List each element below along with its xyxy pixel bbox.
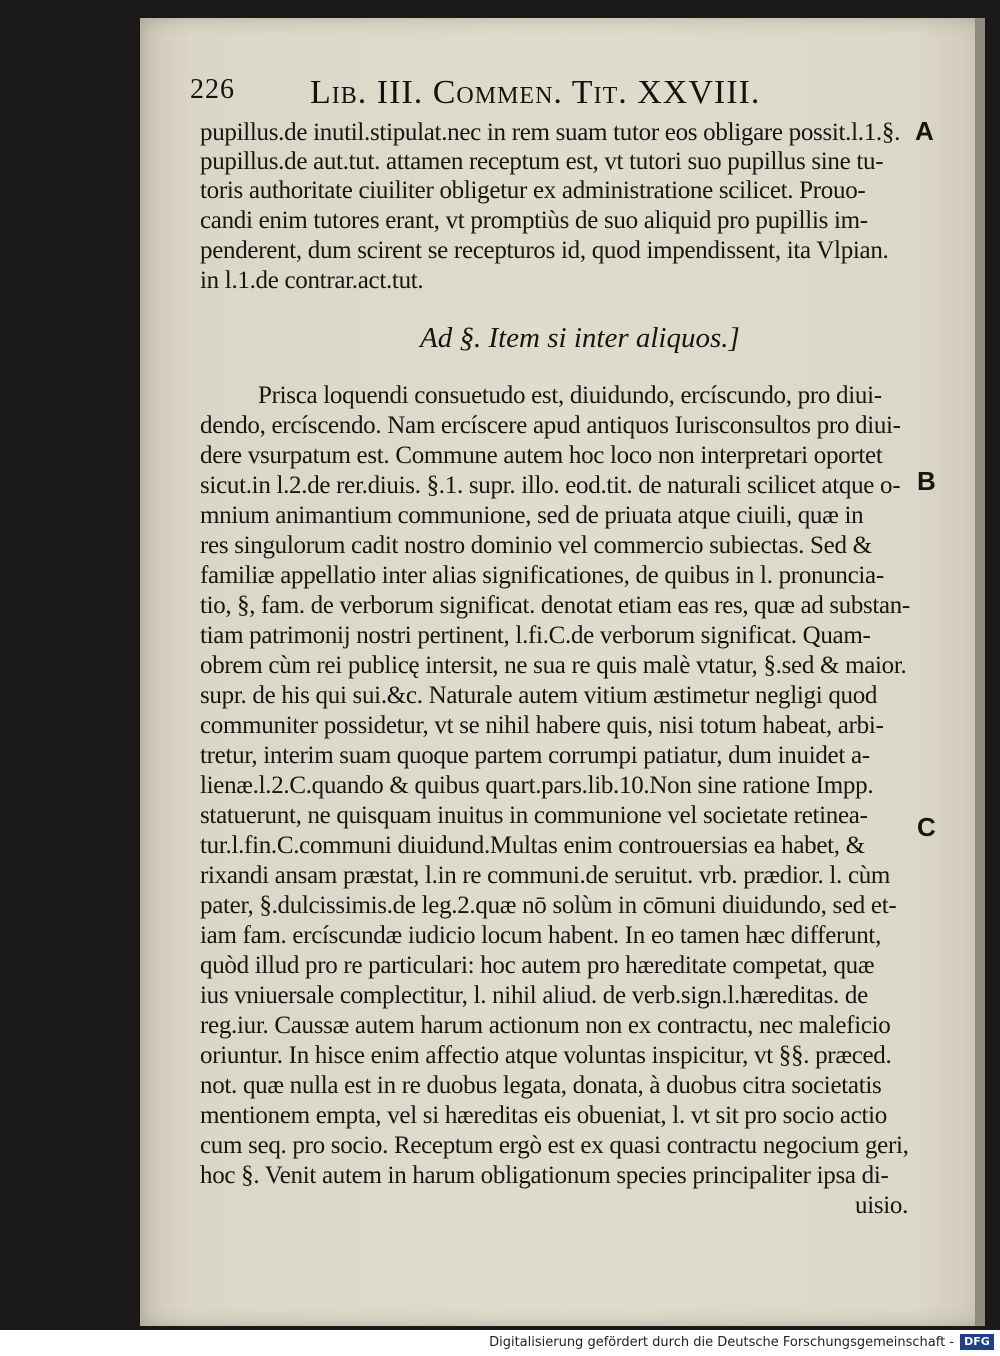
text-line: iam fam. ercíscundæ iudicio locum habent. In eo tamen hæc differunt,	[200, 922, 882, 949]
text-line: mentionem empta, vel si hæreditas eis obueniat, l. vt sit pro socio actio	[200, 1102, 887, 1129]
page-number: 226	[190, 74, 235, 105]
margin-letter-b: B	[917, 466, 936, 496]
text-line: tur.l.fin.C.communi diuidund.Multas enim controuersias ea habet, &	[200, 832, 865, 859]
margin-letter-c: C	[917, 812, 936, 842]
text-line: tiam patrimonij nostri pertinent, l.fi.C.de verborum significat. Quam-	[200, 622, 871, 649]
text-line: obrem cùm rei publicę intersit, ne sua re quis malè vtatur, §.sed & maior.	[200, 652, 907, 679]
text-line: cum seq. pro socio. Receptum ergò est ex quasi contractu negocium geri,	[200, 1132, 909, 1159]
running-title: Lib. III. Commen. Tit. XXVIII.	[310, 74, 761, 111]
text-line: dere vsurpatum est. Commune autem hoc loco non interpretari oportet	[200, 442, 883, 469]
text-line: oriuntur. In hisce enim affectio atque voluntas inspicitur, vt §§. præced.	[200, 1042, 892, 1069]
text-line: in l.1.de contrar.act.tut.	[200, 267, 424, 294]
text-line: sicut.in l.2.de rer.diuis. §.1. supr. illo. eod.tit. de naturali scilicet atque o-	[200, 472, 901, 499]
text-line: uisio.	[855, 1192, 909, 1219]
dfg-logo[interactable]: DFG	[960, 1334, 994, 1350]
text-line: ius vniuersale complectitur, l. nihil aliud. de verb.sign.l.hæreditas. de	[200, 982, 868, 1009]
text-line: tretur, interim suam quoque partem corrumpi patiatur, dum inuidet a-	[200, 742, 870, 769]
text-line: pupillus.de aut.tut. attamen receptum est, vt tutori suo pupillus sine tu-	[200, 148, 884, 175]
section-heading: Ad §. Item si inter aliquos.]	[420, 322, 740, 354]
text-line: rixandi ansam præstat, l.in re communi.de seruitut. vrb. prædior. l. cùm	[200, 862, 891, 889]
running-head	[190, 74, 830, 118]
text-line: familiæ appellatio inter alias significationes, de quibus in l. pronuncia-	[200, 562, 884, 589]
text-line: tio, §, fam. de verborum significat. denotat etiam eas res, quæ ad substan-	[200, 592, 910, 619]
text-line: pupillus.de inutil.stipulat.nec in rem suam tutor eos obligare possit.l.1.§.	[200, 119, 901, 146]
text-line: Prisca loquendi consuetudo est, diuidundo, ercíscundo, pro diui-	[258, 382, 882, 409]
text-line: statuerunt, ne quisquam inuitus in communione vel societate retinea-	[200, 802, 868, 829]
text-line: candi enim tutores erant, vt promptiùs de suo aliquid pro pupillis im-	[200, 207, 868, 234]
page-edge	[975, 18, 985, 1326]
text-line: quòd illud pro re particulari: hoc autem pro hæreditate competat, quæ	[200, 952, 875, 979]
text-line: pater, §.dulcissimis.de leg.2.quæ nō solùm in cōmuni diuidundo, sed et-	[200, 892, 897, 919]
text-line: lienæ.l.2.C.quando & quibus quart.pars.lib.10.Non sine ratione Impp.	[200, 772, 874, 799]
footer-bar	[0, 1330, 1000, 1356]
text-line: penderent, dum scirent se recepturos id, quod impendissent, ita Vlpian.	[200, 237, 889, 264]
funding-notice: Digitalisierung gefördert durch die Deutsche Forschungsgemeinschaft -	[489, 1335, 954, 1350]
text-line: dendo, ercíscendo. Nam ercíscere apud antiquos Iurisconsultos pro diui-	[200, 412, 901, 439]
text-line: communiter possidetur, vt se nihil habere quis, nisi totum habeat, arbi-	[200, 712, 884, 739]
text-line: supr. de his qui sui.&c. Naturale autem vitium æstimetur negligi quod	[200, 682, 878, 709]
text-line: mnium animantium communione, sed de priuata atque ciuili, quæ in	[200, 502, 864, 529]
text-line: hoc §. Venit autem in harum obligationum species principaliter ipsa di-	[200, 1162, 889, 1189]
text-line: res singulorum cadit nostro dominio vel commercio subiectas. Sed &	[200, 532, 872, 559]
text-line: reg.iur. Caussæ autem harum actionum non ex contractu, nec maleficio	[200, 1012, 891, 1039]
margin-letter-a: A	[915, 116, 934, 146]
text-line: not. quæ nulla est in re duobus legata, donata, à duobus citra societatis	[200, 1072, 882, 1099]
text-line: toris authoritate ciuiliter obligetur ex administratione scilicet. Prouo-	[200, 177, 866, 204]
